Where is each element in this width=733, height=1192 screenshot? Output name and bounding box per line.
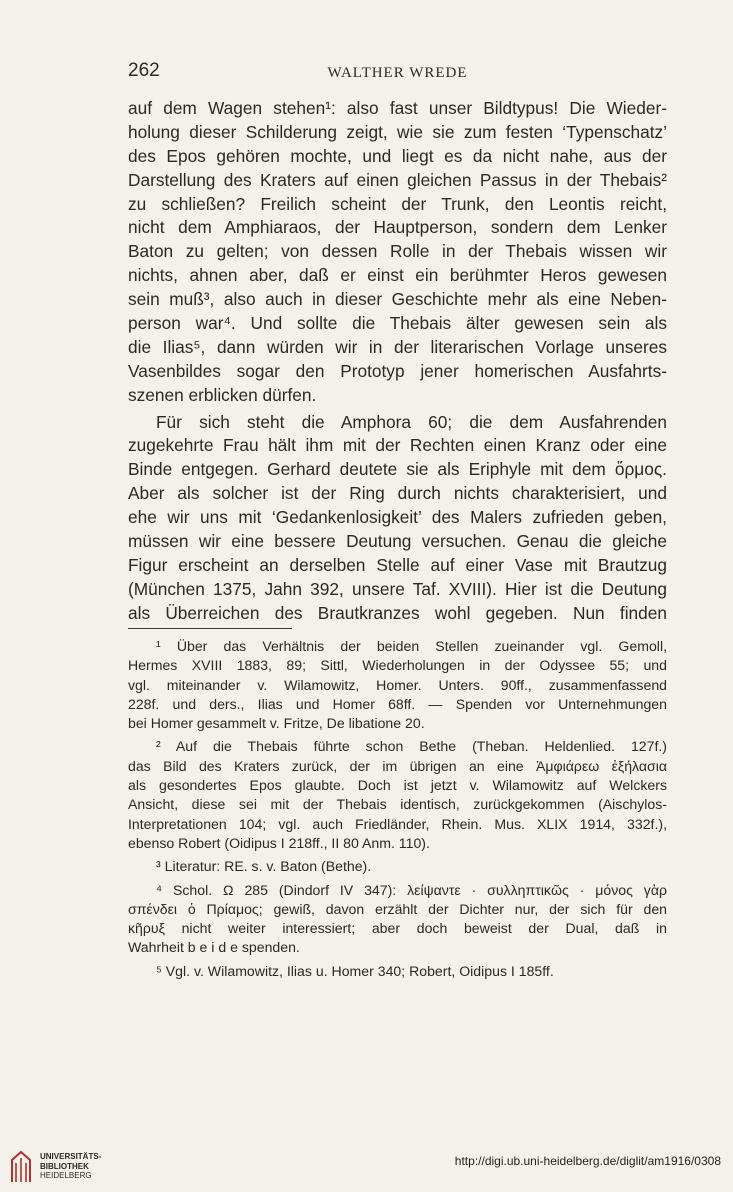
- footnote-line: bei Homer gesammelt v. Fritze, De libatione 20.: [128, 715, 425, 732]
- page-header: [128, 60, 667, 84]
- text-line: Binde entgegen. Gerhard deutete sie als Eriphyle mit dem ὅρμος.: [128, 459, 667, 480]
- footnote-3: [128, 857, 667, 876]
- footnote-line: ebenso Robert (Oidipus I 218ff., II 80 Anm. 110).: [128, 834, 430, 851]
- footnote-rule: [128, 628, 292, 629]
- running-head: WALTHER WREDE: [327, 65, 468, 81]
- footnote-line: Ansicht, diese sei mit der Thebais identisch, zurückgekommen (Aischylos-: [128, 796, 667, 813]
- footnote-line: vgl. miteinander v. Wilamowitz, Homer. Unters. 90ff., zusammenfassend: [128, 676, 667, 693]
- library-line: UNIVERSITÄTS-: [40, 1152, 102, 1161]
- body-text: [128, 97, 667, 626]
- text-line: szenen erblicken dürfen.: [128, 384, 317, 405]
- page-number: 262: [128, 60, 160, 81]
- footnote-line: ⁵ Vgl. v. Wilamowitz, Ilias u. Homer 340; Robert, Oidipus I 185ff.: [156, 962, 554, 979]
- footnote-line: ⁴ Schol. Ω 285 (Dindorf IV 347): λείψαντε · συλληπτικῶς · μόνος γὰρ: [156, 881, 667, 898]
- footnote-line: Wahrheit b e i d e spenden.: [128, 939, 300, 956]
- digitization-footer: [0, 1138, 733, 1192]
- text-line: müssen wir eine bessere Deutung versuchen. Genau die gleiche: [128, 531, 667, 552]
- footnote-line: κῆρυξ nicht weiter interessiert; aber doch beweist der Dual, daß in: [128, 920, 667, 937]
- footnote-line: ² Auf die Thebais führte schon Bethe (Theban. Heldenlied. 127f.): [156, 738, 667, 755]
- library-line: BIBLIOTHEK: [40, 1161, 89, 1171]
- text-line: (München 1375, Jahn 392, unsere Taf. XVIII). Hier ist die Deutung: [128, 578, 667, 599]
- text-line: sein muß³, also auch in dieser Geschichte mehr als eine Neben-: [128, 289, 667, 310]
- text-line: des Epos gehören mochte, und liegt es da nicht nahe, aus der: [128, 145, 667, 166]
- text-line: Baton zu gelten; von dessen Rolle in der Thebais wissen wir: [128, 241, 667, 262]
- text-line: Aber als solcher ist der Ring durch nichts charakterisiert, und: [128, 483, 667, 504]
- permalink-url[interactable]: http://digi.ub.uni-heidelberg.de/diglit/am1916/0308: [454, 1154, 721, 1168]
- footnote-line: ¹ Über das Verhältnis der beiden Stellen zueinander vgl. Gemoll,: [156, 638, 667, 654]
- footnote-line: 228f. und ders., Ilias und Homer 68ff. — Spenden vor Unternehmungen: [128, 695, 667, 712]
- footnote-line: Hermes XVIII 1883, 89; Sittl, Wiederholungen in der Odyssee 55; und: [128, 657, 667, 674]
- footnote-2: [128, 737, 667, 853]
- footnote-4: [128, 881, 667, 958]
- footnote-line: als gesondertes Epos glaubte. Doch ist jetzt v. Wilamowitz auf Welckers: [128, 777, 667, 794]
- text-line: nichts, ahnen aber, daß er einst ein berühmter Heros gewesen: [128, 265, 667, 286]
- text-line: auf dem Wagen stehen¹: also fast unser Bildtypus! Die Wieder-: [128, 98, 667, 118]
- text-line: holung dieser Schilderung zeigt, wie sie zum festen ‘Typenschatz’: [128, 121, 667, 142]
- text-line: person war⁴. Und sollte die Thebais älter gewesen sein als: [128, 313, 667, 334]
- footnotes: [128, 637, 667, 985]
- text-line: Figur erscheint an derselben Stelle auf einer Vase mit Brautzug: [128, 554, 667, 575]
- text-line: Für sich steht die Amphora 60; die dem Ausfahrenden: [156, 411, 667, 432]
- text-line: die Ilias⁵, dann würden wir in der literarischen Vorlage unseres: [128, 336, 667, 357]
- footnote-line: σπένδει ὁ Πρίαμος; gewiß, davon erzählt der Dichter nur, der sich für den: [128, 900, 667, 917]
- library-line: HEIDELBERG: [40, 1171, 92, 1180]
- text-line: als Überreichen des Brautkranzes wohl gegeben. Nun finden: [128, 602, 667, 623]
- text-line: zu schließen? Freilich scheint der Trunk, den Leontis reicht,: [128, 193, 667, 214]
- text-line: ehe wir uns mit ‘Gedankenlosigkeit’ des Malers zufrieden geben,: [128, 507, 667, 528]
- footnote-line: ³ Literatur: RE. s. v. Baton (Bethe).: [156, 858, 372, 875]
- footnote-line: das Bild des Kraters zurück, der im übrigen an eine Ἀμφιάρεω ἐξήλασια: [128, 757, 667, 774]
- footnote-1: [128, 637, 667, 733]
- text-line: zugekehrte Frau hält ihm mit der Rechten einen Kranz oder eine: [128, 435, 667, 456]
- library-logo-icon: [10, 1150, 32, 1184]
- text-line: Vasenbildes sogar den Prototyp jener homerischen Ausfahrts-: [128, 360, 667, 381]
- library-name: [40, 1152, 101, 1181]
- footnote-5: [128, 962, 667, 981]
- text-line: Darstellung des Kraters auf einen gleichen Passus in der Thebais²: [128, 169, 667, 190]
- footnote-line: Interpretationen 104; vgl. auch Friedländer, Rhein. Mus. XLIX 1914, 332f.),: [128, 815, 667, 832]
- text-line: nicht dem Amphiaraos, der Hauptperson, sondern dem Lenker: [128, 217, 667, 238]
